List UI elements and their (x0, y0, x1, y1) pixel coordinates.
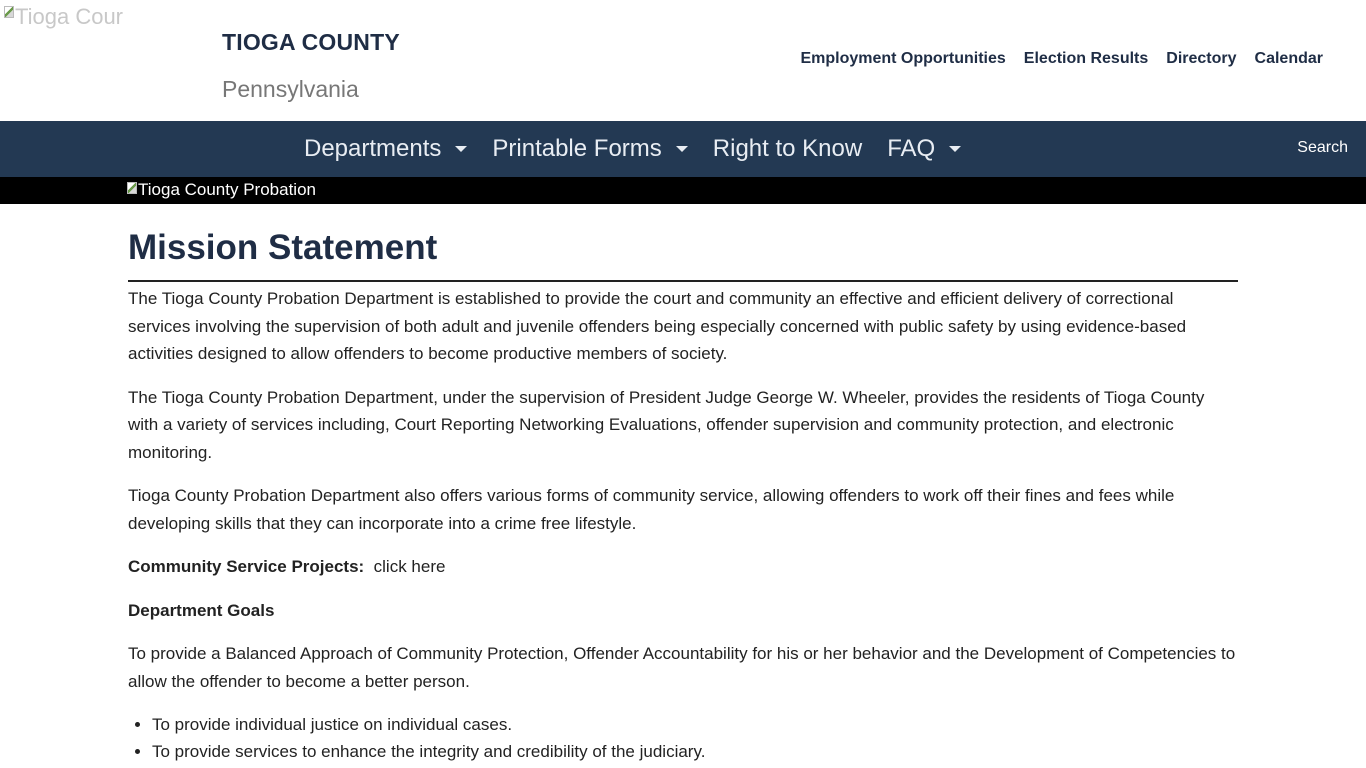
goals-list (152, 711, 1238, 765)
mission-paragraph: The Tioga County Probation Department is established to provide the court and community an effective and efficient delivery of correctional services involving the supervision of both adult and juvenile offenders being especially concerned with public safety by using evidence-based activities designed to allow offenders to become productive members of society. (128, 289, 1187, 363)
goals-heading: Department Goals (128, 600, 275, 620)
link-election-results[interactable]: Election Results (1023, 50, 1149, 67)
broken-image-icon (4, 6, 14, 18)
utility-nav (800, 50, 1323, 68)
nav-right-to-know-label: Right to Know (712, 135, 863, 162)
banner-image (127, 180, 316, 200)
nav-faq-label: FAQ (887, 135, 936, 162)
nav-departments-label: Departments (304, 135, 442, 162)
community-service-paragraph: Tioga County Probation Department also offers various forms of community service, allowing offenders to work off their fines and fees while developing skills that they can incorporate into a crime free lifestyle. (128, 486, 1175, 533)
link-employment-opportunities[interactable]: Employment Opportunities (800, 50, 1006, 67)
link-directory[interactable]: Directory (1166, 50, 1237, 67)
list-item: • To provide individual justice on individual cases. (152, 711, 1238, 738)
main-content (128, 226, 1238, 765)
logo-alt-text: Tioga Cour (15, 4, 124, 29)
page-title: Mission Statement (128, 226, 1238, 282)
services-paragraph: The Tioga County Probation Department, under the supervision of President Judge George W. Wheeler, provides the residents of Tioga County with a variety of services including, Court Reporting Networking Evaluations, offender supervision and community protection, and electronic monitoring. (128, 387, 1205, 462)
nav-printable-forms[interactable] (492, 135, 687, 163)
community-service-label: Community Service Projects: (128, 557, 365, 576)
department-banner (0, 177, 1366, 204)
search-button[interactable]: Search (1297, 139, 1348, 156)
list-item: • To provide services to enhance the integrity and credibility of the judiciary. (152, 738, 1238, 765)
goals-intro: To provide a Balanced Approach of Community Protection, Offender Accountability for his or her behavior and the Development of Competencies to allow the offender to become a better person. (128, 644, 1236, 691)
site-title[interactable]: TIOGA COUNTY (222, 29, 400, 55)
county-logo[interactable] (4, 4, 132, 34)
banner-alt-text: Tioga County Probation (138, 180, 316, 199)
caret-down-icon (949, 146, 961, 152)
link-calendar[interactable]: Calendar (1254, 50, 1323, 67)
nav-right-to-know[interactable] (713, 135, 862, 163)
main-navbar (0, 121, 1366, 177)
goals-heading-row (128, 597, 1238, 625)
nav-departments[interactable] (304, 135, 467, 163)
site-subtitle: Pennsylvania (222, 76, 359, 102)
community-service-projects (128, 553, 1238, 581)
nav-faq[interactable] (887, 135, 961, 163)
caret-down-icon (676, 146, 688, 152)
broken-image-icon (127, 182, 137, 194)
site-header (0, 0, 1366, 121)
caret-down-icon (455, 146, 467, 152)
nav-printable-forms-label: Printable Forms (492, 135, 662, 162)
community-service-link[interactable]: click here (373, 557, 446, 576)
